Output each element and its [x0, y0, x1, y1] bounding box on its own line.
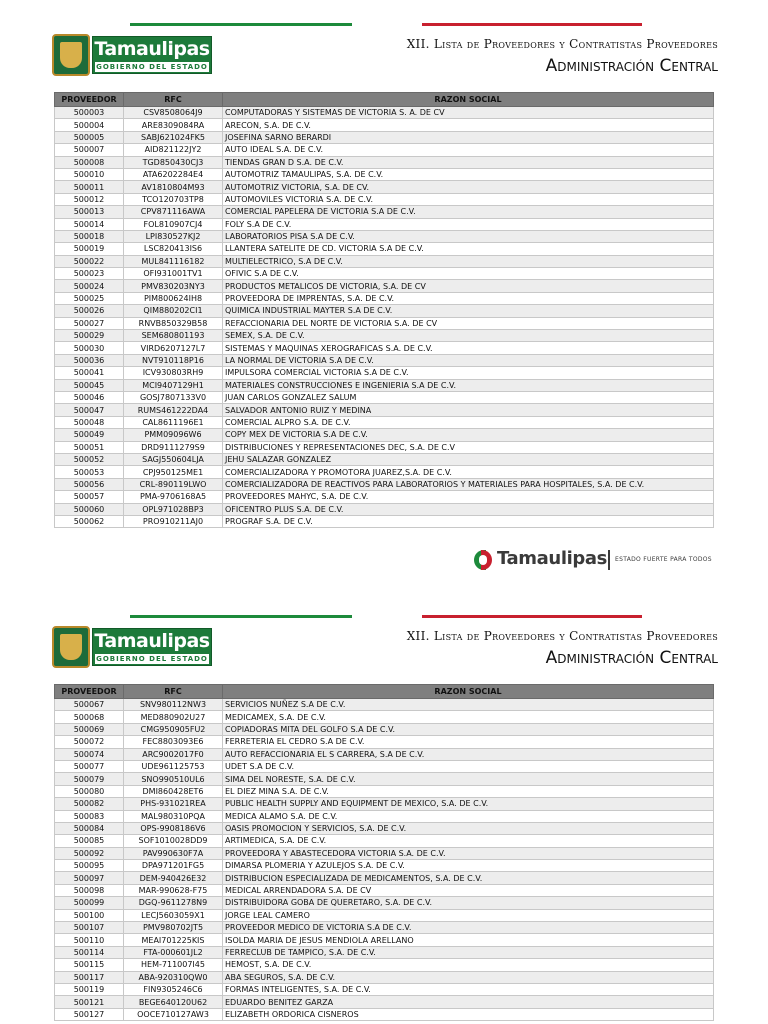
- razon-social-cell: EDUARDO BENITEZ GARZA: [223, 996, 714, 1008]
- table-row: [55, 268, 714, 280]
- proveedor-cell: 500007: [55, 144, 124, 156]
- rfc-cell: SAGJ550604LJA: [124, 453, 223, 465]
- table-row: [55, 785, 714, 797]
- proveedor-cell: 500019: [55, 243, 124, 255]
- razon-social-cell: AUTOMOTRIZ VICTORIA, S.A. DE CV.: [223, 181, 714, 193]
- rfc-cell: UDE961125753: [124, 760, 223, 772]
- table-row: [55, 959, 714, 971]
- razon-social-cell: COMPUTADORAS Y SISTEMAS DE VICTORIA S. A. DE CV: [223, 107, 714, 119]
- razon-social-cell: FOLY S.A DE C.V.: [223, 218, 714, 230]
- razon-social-cell: OFICENTRO PLUS S.A. DE C.V.: [223, 503, 714, 515]
- table-row: [55, 822, 714, 834]
- providers-table: [54, 92, 714, 528]
- razon-social-cell: FORMAS INTELIGENTES, S.A. DE C.V.: [223, 983, 714, 995]
- table-row: [55, 453, 714, 465]
- proveedor-cell: 500083: [55, 810, 124, 822]
- razon-social-cell: LLANTERA SATELITE DE CD. VICTORIA S.A DE C.V.: [223, 243, 714, 255]
- footer-brand: [474, 548, 724, 572]
- razon-social-cell: OFIVIC S.A DE C.V.: [223, 268, 714, 280]
- rfc-cell: SOF1010028DD9: [124, 835, 223, 847]
- table-row: [55, 736, 714, 748]
- razon-social-cell: AUTOMOVILES VICTORIA S.A. DE C.V.: [223, 193, 714, 205]
- rfc-cell: SEM680801193: [124, 330, 223, 342]
- razon-social-cell: DISTRIBUIDORA GOBA DE QUERETARO, S.A. DE C.V.: [223, 897, 714, 909]
- table-row: [55, 748, 714, 760]
- table-row: [55, 934, 714, 946]
- rfc-cell: FTA-000601JL2: [124, 946, 223, 958]
- green-header-rule: [130, 615, 352, 618]
- razon-social-cell: SIMA DEL NORESTE, S.A. DE C.V.: [223, 773, 714, 785]
- proveedor-cell: 500072: [55, 736, 124, 748]
- table-row: [55, 280, 714, 292]
- table-row: [55, 243, 714, 255]
- rfc-cell: MCI9407129H1: [124, 379, 223, 391]
- table-row: [55, 107, 714, 119]
- razon-social-cell: PROVEEDORA DE IMPRENTAS, S.A. DE C.V.: [223, 292, 714, 304]
- proveedor-cell: 500092: [55, 847, 124, 859]
- logo-name: Tamaulipas: [94, 630, 210, 652]
- proveedor-cell: 500114: [55, 946, 124, 958]
- table-row: [55, 515, 714, 527]
- razon-social-cell: ARECON, S.A. DE C.V.: [223, 119, 714, 131]
- table-row: [55, 292, 714, 304]
- razon-social-cell: COMERCIALIZADORA DE REACTIVOS PARA LABORATORIOS Y MATERIALES PARA HOSPITALES, S.A. DE C.V.: [223, 478, 714, 490]
- proveedor-cell: 500084: [55, 822, 124, 834]
- rfc-cell: PRO910211AJ0: [124, 515, 223, 527]
- table-row: [55, 996, 714, 1008]
- table-row: [55, 156, 714, 168]
- section-title: XII. Lista de Proveedores y Contratistas Proveedores: [406, 629, 718, 643]
- table-row: [55, 305, 714, 317]
- rfc-cell: CPJ950125ME1: [124, 466, 223, 478]
- table-row: [55, 379, 714, 391]
- table-row: [55, 847, 714, 859]
- razon-social-cell: REFACCIONARIA DEL NORTE DE VICTORIA S.A. DE CV: [223, 317, 714, 329]
- table-row: [55, 354, 714, 366]
- table-row: [55, 218, 714, 230]
- table-row: [55, 144, 714, 156]
- rfc-cell: OPL971028BP3: [124, 503, 223, 515]
- red-header-rule: [422, 23, 642, 26]
- table-row: [55, 909, 714, 921]
- rfc-cell: SABJ621024FK5: [124, 131, 223, 143]
- table-row: [55, 478, 714, 490]
- proveedor-cell: 500049: [55, 429, 124, 441]
- rfc-cell: PIM800624IH8: [124, 292, 223, 304]
- table-row: [55, 168, 714, 180]
- razon-social-cell: PROGRAF S.A. DE C.V.: [223, 515, 714, 527]
- table-row: [55, 181, 714, 193]
- rfc-cell: SNO990510UL6: [124, 773, 223, 785]
- table-row: [55, 872, 714, 884]
- razon-social-cell: SALVADOR ANTONIO RUIZ Y MEDINA: [223, 404, 714, 416]
- razon-social-cell: DISTRIBUCION ESPECIALIZADA DE MEDICAMENTOS, S.A. DE C.V.: [223, 872, 714, 884]
- table-row: [55, 922, 714, 934]
- rfc-cell: ABA-920310QW0: [124, 971, 223, 983]
- razon-social-cell: SERVICIOS NUÑEZ S.A DE C.V.: [223, 699, 714, 711]
- table-row: [55, 773, 714, 785]
- table-row: [55, 404, 714, 416]
- proveedor-cell: 500052: [55, 453, 124, 465]
- proveedor-cell: 500062: [55, 515, 124, 527]
- proveedor-cell: 500030: [55, 342, 124, 354]
- rfc-cell: PMA-9706168A5: [124, 491, 223, 503]
- proveedor-cell: 500027: [55, 317, 124, 329]
- rfc-cell: OFI931001TV1: [124, 268, 223, 280]
- proveedor-cell: 500067: [55, 699, 124, 711]
- razon-social-cell: DIMARSA PLOMERIA Y AZULEJOS S.A. DE C.V.: [223, 860, 714, 872]
- rfc-cell: PMV980702JT5: [124, 922, 223, 934]
- table-row: [55, 367, 714, 379]
- razon-social-cell: COMERCIALIZADORA Y PROMOTORA JUAREZ,S.A. DE C.V.: [223, 466, 714, 478]
- razon-social-cell: JEHU SALAZAR GONZALEZ: [223, 453, 714, 465]
- table-row: [55, 131, 714, 143]
- table-row: [55, 429, 714, 441]
- proveedor-cell: 500097: [55, 872, 124, 884]
- razon-social-cell: FERRETERIA EL CEDRO S.A DE C.V.: [223, 736, 714, 748]
- rfc-cell: ICV930803RH9: [124, 367, 223, 379]
- proveedor-cell: 500110: [55, 934, 124, 946]
- table-row: [55, 723, 714, 735]
- column-header-razon-social: RAZON SOCIAL: [223, 93, 714, 107]
- razon-social-cell: PUBLIC HEALTH SUPPLY AND EQUIPMENT DE MEXICO, S.A. DE C.V.: [223, 798, 714, 810]
- razon-social-cell: COPY MEX DE VICTORIA S.A DE C.V.: [223, 429, 714, 441]
- table-row: [55, 416, 714, 428]
- razon-social-cell: HEMOST, S.A. DE C.V.: [223, 959, 714, 971]
- razon-social-cell: ABA SEGUROS, S.A. DE C.V.: [223, 971, 714, 983]
- proveedor-cell: 500011: [55, 181, 124, 193]
- table-row: [55, 810, 714, 822]
- table-row: [55, 466, 714, 478]
- rfc-cell: CRL-890119LWO: [124, 478, 223, 490]
- rfc-cell: MED880902U27: [124, 711, 223, 723]
- rfc-cell: PMV830203NY3: [124, 280, 223, 292]
- proveedor-cell: 500023: [55, 268, 124, 280]
- providers-table: [54, 684, 714, 1021]
- tamaulipas-logo: [92, 36, 212, 74]
- rfc-cell: DPA971201FG5: [124, 860, 223, 872]
- proveedor-cell: 500008: [55, 156, 124, 168]
- table-row: [55, 971, 714, 983]
- logo-subtitle: GOBIERNO DEL ESTADO: [96, 63, 208, 71]
- table-row: [55, 983, 714, 995]
- razon-social-cell: SISTEMAS Y MAQUINAS XEROGRAFICAS S.A. DE C.V.: [223, 342, 714, 354]
- razon-social-cell: JORGE LEAL CAMERO: [223, 909, 714, 921]
- rfc-cell: BEGE640120U62: [124, 996, 223, 1008]
- rfc-cell: MAR-990628-F75: [124, 884, 223, 896]
- table-row: [55, 946, 714, 958]
- proveedor-cell: 500107: [55, 922, 124, 934]
- table-row: [55, 119, 714, 131]
- razon-social-cell: PROVEEDOR MEDICO DE VICTORIA S.A DE C.V.: [223, 922, 714, 934]
- proveedor-cell: 500068: [55, 711, 124, 723]
- razon-social-cell: UDET S.A DE C.V.: [223, 760, 714, 772]
- table-row: [55, 342, 714, 354]
- footer-brand-name: Tamaulipas: [497, 548, 607, 569]
- rfc-cell: DEM-940426E32: [124, 872, 223, 884]
- table-row: [55, 699, 714, 711]
- razon-social-cell: ELIZABETH ORDORICA CISNEROS: [223, 1008, 714, 1020]
- column-header-rfc: RFC: [124, 93, 223, 107]
- proveedor-cell: 500014: [55, 218, 124, 230]
- razon-social-cell: LA NORMAL DE VICTORIA S.A DE C.V.: [223, 354, 714, 366]
- proveedor-cell: 500100: [55, 909, 124, 921]
- proveedor-cell: 500045: [55, 379, 124, 391]
- rfc-cell: QIM880202CI1: [124, 305, 223, 317]
- table-row: [55, 206, 714, 218]
- rfc-cell: RNVB850329B58: [124, 317, 223, 329]
- proveedor-cell: 500117: [55, 971, 124, 983]
- rfc-cell: FEC8803093E6: [124, 736, 223, 748]
- rfc-cell: LSC820413IS6: [124, 243, 223, 255]
- proveedor-cell: 500003: [55, 107, 124, 119]
- rfc-cell: PHS-931021REA: [124, 798, 223, 810]
- table-row: [55, 391, 714, 403]
- proveedor-cell: 500026: [55, 305, 124, 317]
- rfc-cell: MAL980310PQA: [124, 810, 223, 822]
- rfc-cell: PMM09096W6: [124, 429, 223, 441]
- proveedor-cell: 500121: [55, 996, 124, 1008]
- column-header-proveedor: PROVEEDOR: [55, 685, 124, 699]
- logo-subtitle: GOBIERNO DEL ESTADO: [96, 655, 208, 663]
- proveedor-cell: 500079: [55, 773, 124, 785]
- state-seal-icon: [52, 34, 90, 76]
- rfc-cell: NVT910118P16: [124, 354, 223, 366]
- proveedor-cell: 500022: [55, 255, 124, 267]
- proveedor-cell: 500060: [55, 503, 124, 515]
- proveedor-cell: 500119: [55, 983, 124, 995]
- razon-social-cell: COPIADORAS MITA DEL GOLFO S.A DE C.V.: [223, 723, 714, 735]
- razon-social-cell: ARTIMEDICA, S.A. DE C.V.: [223, 835, 714, 847]
- proveedor-cell: 500004: [55, 119, 124, 131]
- rfc-cell: GOSJ7807133V0: [124, 391, 223, 403]
- rfc-cell: AID821122JY2: [124, 144, 223, 156]
- rfc-cell: LECJ5603059X1: [124, 909, 223, 921]
- table-row: [55, 441, 714, 453]
- proveedor-cell: 500048: [55, 416, 124, 428]
- table-row: [55, 711, 714, 723]
- table-row: [55, 760, 714, 772]
- table-row: [55, 835, 714, 847]
- razon-social-cell: MEDICAL ARRENDADORA S.A. DE CV: [223, 884, 714, 896]
- razon-social-cell: COMERCIAL PAPELERA DE VICTORIA S.A DE C.V.: [223, 206, 714, 218]
- razon-social-cell: MEDICAMEX, S.A. DE C.V.: [223, 711, 714, 723]
- razon-social-cell: SEMEX, S.A. DE C.V.: [223, 330, 714, 342]
- proveedor-cell: 500057: [55, 491, 124, 503]
- razon-social-cell: AUTO IDEAL S.A. DE C.V.: [223, 144, 714, 156]
- rfc-cell: FIN9305246C6: [124, 983, 223, 995]
- razon-social-cell: OASIS PROMOCION Y SERVICIOS, S.A. DE C.V.: [223, 822, 714, 834]
- proveedor-cell: 500077: [55, 760, 124, 772]
- rfc-cell: DMI860428ET6: [124, 785, 223, 797]
- razon-social-cell: JOSEFINA SARNO BERARDI: [223, 131, 714, 143]
- razon-social-cell: ISOLDA MARIA DE JESUS MENDIOLA ARELLANO: [223, 934, 714, 946]
- proveedor-cell: 500010: [55, 168, 124, 180]
- rfc-cell: FOL810907CJ4: [124, 218, 223, 230]
- page-subtitle: Administración Central: [545, 56, 718, 76]
- proveedor-cell: 500056: [55, 478, 124, 490]
- table-row: [55, 860, 714, 872]
- red-header-rule: [422, 615, 642, 618]
- rfc-cell: AV1810804M93: [124, 181, 223, 193]
- rfc-cell: TCO120703TP8: [124, 193, 223, 205]
- proveedor-cell: 500013: [55, 206, 124, 218]
- proveedor-cell: 500029: [55, 330, 124, 342]
- rfc-cell: OOCE710127AW3: [124, 1008, 223, 1020]
- razon-social-cell: MULTIELECTRICO, S.A DE C.V.: [223, 255, 714, 267]
- razon-social-cell: AUTOMOTRIZ TAMAULIPAS, S.A. DE C.V.: [223, 168, 714, 180]
- razon-social-cell: AUTO REFACCIONARIA EL S CARRERA, S.A DE C.V.: [223, 748, 714, 760]
- table-row: [55, 230, 714, 242]
- proveedor-cell: 500012: [55, 193, 124, 205]
- table-header-row: [55, 685, 714, 699]
- table-row: [55, 317, 714, 329]
- table-row: [55, 503, 714, 515]
- rfc-cell: VIRD6207127L7: [124, 342, 223, 354]
- proveedor-cell: 500069: [55, 723, 124, 735]
- green-header-rule: [130, 23, 352, 26]
- rfc-cell: OPS-9908186V6: [124, 822, 223, 834]
- rfc-cell: RUMS461222DA4: [124, 404, 223, 416]
- rfc-cell: MEAI701225KIS: [124, 934, 223, 946]
- proveedor-cell: 500080: [55, 785, 124, 797]
- table-row: [55, 193, 714, 205]
- razon-social-cell: FERRECLUB DE TAMPICO, S.A. DE C.V.: [223, 946, 714, 958]
- proveedor-cell: 500051: [55, 441, 124, 453]
- razon-social-cell: IMPULSORA COMERCIAL VICTORIA S.A DE C.V.: [223, 367, 714, 379]
- page-subtitle: Administración Central: [545, 648, 718, 668]
- razon-social-cell: PRODUCTOS METALICOS DE VICTORIA, S.A. DE CV: [223, 280, 714, 292]
- column-header-razon-social: RAZON SOCIAL: [223, 685, 714, 699]
- table-row: [55, 255, 714, 267]
- razon-social-cell: MATERIALES CONSTRUCCIONES E INGENIERIA S.A DE C.V.: [223, 379, 714, 391]
- rfc-cell: DRD9111279S9: [124, 441, 223, 453]
- rfc-cell: ARC9002017F0: [124, 748, 223, 760]
- proveedor-cell: 500099: [55, 897, 124, 909]
- rfc-cell: ARE8309084RA: [124, 119, 223, 131]
- razon-social-cell: DISTRIBUCIONES Y REPRESENTACIONES DEC, S.A. DE C.V: [223, 441, 714, 453]
- rfc-cell: CMG950905FU2: [124, 723, 223, 735]
- rfc-cell: PAV990630F7A: [124, 847, 223, 859]
- footer-slogan: ESTADO FUERTE PARA TODOS: [615, 556, 712, 563]
- proveedor-cell: 500053: [55, 466, 124, 478]
- column-header-proveedor: PROVEEDOR: [55, 93, 124, 107]
- document-page-2: [0, 592, 768, 1024]
- razon-social-cell: TIENDAS GRAN D S.A. DE C.V.: [223, 156, 714, 168]
- razon-social-cell: QUIMICA INDUSTRIAL MAYTER S.A DE C.V.: [223, 305, 714, 317]
- rfc-cell: CPV871116AWA: [124, 206, 223, 218]
- razon-social-cell: PROVEEDORA Y ABASTECEDORA VICTORIA S.A. DE C.V.: [223, 847, 714, 859]
- razon-social-cell: COMERCIAL ALPRO S.A. DE C.V.: [223, 416, 714, 428]
- section-title: XII. Lista de Proveedores y Contratistas Proveedores: [406, 37, 718, 51]
- proveedor-cell: 500024: [55, 280, 124, 292]
- rfc-cell: CAL8611196E1: [124, 416, 223, 428]
- column-header-rfc: RFC: [124, 685, 223, 699]
- proveedor-cell: 500018: [55, 230, 124, 242]
- razon-social-cell: PROVEEDORES MAHYC, S.A. DE C.V.: [223, 491, 714, 503]
- tamaulipas-logo: [92, 628, 212, 666]
- proveedor-cell: 500041: [55, 367, 124, 379]
- footer-divider: [608, 550, 610, 570]
- logo-name: Tamaulipas: [94, 38, 210, 60]
- table-row: [55, 884, 714, 896]
- razon-social-cell: EL DIEZ MINA S.A. DE C.V.: [223, 785, 714, 797]
- state-seal-icon: [52, 626, 90, 668]
- proveedor-cell: 500074: [55, 748, 124, 760]
- rfc-cell: LPI830527KJ2: [124, 230, 223, 242]
- table-row: [55, 330, 714, 342]
- rfc-cell: DGQ-9611278N9: [124, 897, 223, 909]
- table-header-row: [55, 93, 714, 107]
- rfc-cell: CSV8508064J9: [124, 107, 223, 119]
- rfc-cell: SNV980112NW3: [124, 699, 223, 711]
- proveedor-cell: 500047: [55, 404, 124, 416]
- razon-social-cell: MEDICA ALAMO S.A. DE C.V.: [223, 810, 714, 822]
- proveedor-cell: 500005: [55, 131, 124, 143]
- proveedor-cell: 500127: [55, 1008, 124, 1020]
- proveedor-cell: 500036: [55, 354, 124, 366]
- table-row: [55, 798, 714, 810]
- proveedor-cell: 500098: [55, 884, 124, 896]
- proveedor-cell: 500085: [55, 835, 124, 847]
- razon-social-cell: JUAN CARLOS GONZALEZ SALUM: [223, 391, 714, 403]
- proveedor-cell: 500025: [55, 292, 124, 304]
- proveedor-cell: 500095: [55, 860, 124, 872]
- table-row: [55, 1008, 714, 1020]
- rfc-cell: MUL841116182: [124, 255, 223, 267]
- razon-social-cell: LABORATORIOS PISA S.A DE C.V.: [223, 230, 714, 242]
- tamaulipas-mark-icon: [474, 550, 492, 570]
- proveedor-cell: 500082: [55, 798, 124, 810]
- rfc-cell: HEM-711007I45: [124, 959, 223, 971]
- rfc-cell: TGD850430CJ3: [124, 156, 223, 168]
- rfc-cell: ATA6202284E4: [124, 168, 223, 180]
- table-row: [55, 897, 714, 909]
- proveedor-cell: 500115: [55, 959, 124, 971]
- proveedor-cell: 500046: [55, 391, 124, 403]
- table-row: [55, 491, 714, 503]
